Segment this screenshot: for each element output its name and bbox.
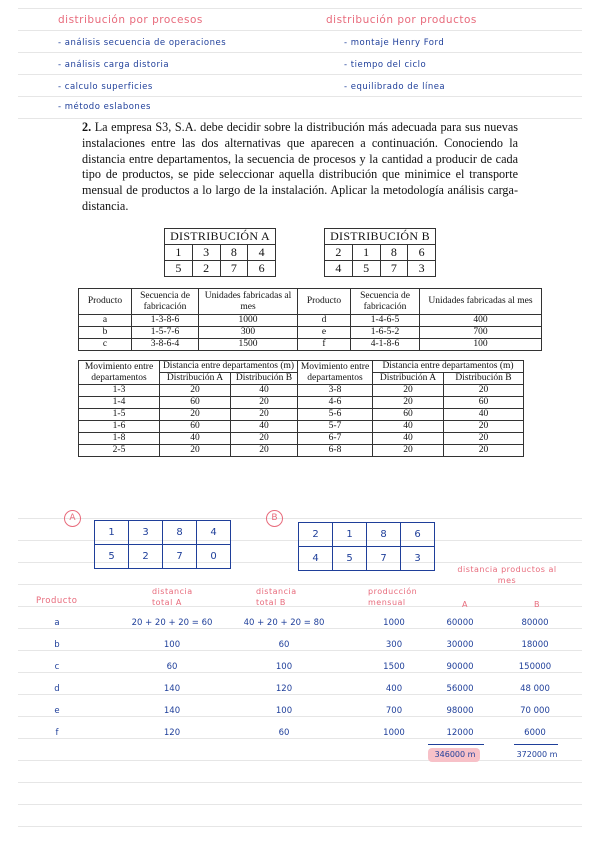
table-header: Unidades fabricadas al mes — [420, 289, 542, 315]
grid-cell: 7 — [367, 547, 401, 571]
solution-value: 40 + 20 + 20 = 80 — [243, 618, 325, 628]
table-cell: d — [298, 315, 351, 327]
table-row — [79, 397, 524, 409]
solution-value: 150000 — [518, 662, 552, 672]
solution-product: e — [54, 706, 60, 716]
table-cell: 40 — [231, 421, 298, 433]
grid-cell: 2 — [129, 545, 163, 569]
table-cell: 20 — [160, 445, 231, 457]
ruled-line — [18, 694, 582, 695]
solution-value: 60 — [278, 640, 290, 650]
table-header: Distribución B — [231, 373, 298, 385]
table-cell: 1-5-7-6 — [132, 327, 199, 339]
table-cell: 1-6 — [79, 421, 160, 433]
distribution-a-title: DISTRIBUCIÓN A — [165, 229, 276, 245]
ruled-line — [18, 782, 582, 783]
table-cell: 20 — [160, 409, 231, 421]
table-cell: 4-1-8-6 — [351, 339, 420, 351]
ruled-line — [18, 74, 582, 75]
table-cell: 1500 — [199, 339, 298, 351]
ruled-line — [18, 8, 582, 9]
ruled-line — [18, 650, 582, 651]
table-cell: 1-8 — [79, 433, 160, 445]
table-row — [79, 445, 524, 457]
table-row — [79, 327, 542, 339]
table-cell: 4-6 — [298, 397, 373, 409]
header-produccion: producción mensual — [368, 587, 418, 607]
table-header: Distribución A — [373, 373, 444, 385]
ruled-line — [18, 716, 582, 717]
solution-value: 48 000 — [520, 684, 550, 694]
table-cell: 40 — [160, 433, 231, 445]
dist-cell: 4 — [325, 261, 353, 277]
distribution-b-title: DISTRIBUCIÓN B — [325, 229, 436, 245]
header-col-a: A — [462, 600, 468, 609]
dist-cell: 4 — [248, 245, 276, 261]
header-dist-prod: distancia productos al mes — [457, 565, 557, 585]
table-cell: 40 — [373, 421, 444, 433]
table-cell: 3-8 — [298, 385, 373, 397]
dist-cell: 5 — [352, 261, 380, 277]
table-cell: 40 — [231, 385, 298, 397]
notes-left-item: - análisis carga distoria — [58, 60, 170, 70]
solution-product: f — [55, 728, 59, 738]
solution-product: b — [54, 640, 60, 650]
grid-cell: 0 — [197, 545, 231, 569]
solution-value: 60000 — [446, 618, 474, 628]
table-cell: b — [79, 327, 132, 339]
ruled-line — [18, 672, 582, 673]
ruled-line — [18, 826, 582, 827]
table-header: Distribución A — [160, 373, 231, 385]
ruled-line — [18, 52, 582, 53]
solution-value: 90000 — [446, 662, 474, 672]
solution-value: 140 — [163, 706, 181, 716]
ruled-line — [18, 30, 582, 31]
table-cell: a — [79, 315, 132, 327]
table-row — [79, 385, 524, 397]
notes-left-item: - análisis secuencia de operaciones — [58, 38, 227, 48]
solution-value: 120 — [275, 684, 293, 694]
notes-right-heading: distribución por productos — [326, 14, 477, 26]
table-cell: 60 — [444, 397, 524, 409]
dist-cell: 3 — [408, 261, 436, 277]
grid-cell: 5 — [95, 545, 129, 569]
solution-value: 400 — [385, 684, 403, 694]
solution-product: a — [54, 618, 60, 628]
total-a: 346000 m — [434, 750, 476, 759]
table-cell: 60 — [373, 409, 444, 421]
table-row — [79, 421, 524, 433]
solution-value: 18000 — [521, 640, 549, 650]
ruled-line — [18, 118, 582, 119]
solution-value: 1000 — [383, 618, 405, 628]
table-cell: 3-8-6-4 — [132, 339, 199, 351]
table-cell: 60 — [160, 421, 231, 433]
solution-value: 12000 — [446, 728, 474, 738]
grid-cell: 2 — [299, 523, 333, 547]
table-cell: 20 — [444, 421, 524, 433]
table-header: Secuencia de fabricación — [351, 289, 420, 315]
table-header: Producto — [298, 289, 351, 315]
ruled-line — [18, 628, 582, 629]
ruled-line — [18, 96, 582, 97]
products-table — [78, 288, 542, 351]
solution-product: d — [54, 684, 60, 694]
total-a-underline — [428, 744, 484, 745]
notes-left-item: - calculo superficies — [58, 82, 153, 92]
distance-table — [78, 360, 524, 457]
table-cell: 100 — [420, 339, 542, 351]
table-header: Distancia entre departamentos (m) — [160, 361, 298, 373]
table-cell: 400 — [420, 315, 542, 327]
total-b: 372000 m — [516, 750, 558, 759]
grid-cell: 5 — [333, 547, 367, 571]
solution-label-b: B — [266, 510, 283, 527]
table-cell: 300 — [199, 327, 298, 339]
solution-value: 30000 — [446, 640, 474, 650]
solution-grid-a — [94, 520, 231, 569]
table-cell: 1-4 — [79, 397, 160, 409]
solution-value: 100 — [275, 706, 293, 716]
problem-text: La empresa S3, S.A. debe decidir sobre la distribución más adecuada para sus nuevas instalaciones entre las dos alternativas que aparecen a continuación. Conociendo la distancia entre departamentos, la secuencia de procesos y la cantidad a producir de cada tipo de productos, se pide seleccionar aquella distribución que minimice el transporte mensual de productos a lo largo de la instalación. Aplicar la metodología análisis carga-distancia. — [82, 120, 519, 213]
table-cell: 20 — [444, 385, 524, 397]
distribution-a-table — [164, 228, 276, 277]
table-cell: 6-8 — [298, 445, 373, 457]
solution-value: 100 — [275, 662, 293, 672]
grid-cell: 3 — [129, 521, 163, 545]
notes-right-item: - equilibrado de línea — [344, 82, 446, 92]
solution-value: 80000 — [521, 618, 549, 628]
dist-cell: 5 — [165, 261, 193, 277]
solution-value: 70 000 — [520, 706, 550, 716]
table-cell: 20 — [231, 409, 298, 421]
table-cell: 5-6 — [298, 409, 373, 421]
table-cell: c — [79, 339, 132, 351]
table-cell: 20 — [231, 433, 298, 445]
table-cell: 1000 — [199, 315, 298, 327]
ruled-line — [18, 760, 582, 761]
header-dist-a: distancia total A — [152, 587, 193, 607]
solution-value: 6000 — [524, 728, 546, 738]
solution-value: 140 — [163, 684, 181, 694]
table-cell: 2-5 — [79, 445, 160, 457]
table-cell: 20 — [231, 397, 298, 409]
dist-cell: 7 — [380, 261, 408, 277]
solution-value: 700 — [385, 706, 403, 716]
table-cell: 20 — [444, 445, 524, 457]
table-row — [79, 409, 524, 421]
table-header: Secuencia de fabricación — [132, 289, 199, 315]
solution-value: 100 — [163, 640, 181, 650]
grid-cell: 3 — [401, 547, 435, 571]
grid-cell: 8 — [367, 523, 401, 547]
grid-cell: 1 — [333, 523, 367, 547]
solution-product: c — [54, 662, 60, 672]
grid-cell: 1 — [95, 521, 129, 545]
dist-cell: 8 — [220, 245, 248, 261]
solution-value: 1500 — [383, 662, 405, 672]
header-col-b: B — [534, 600, 540, 609]
dist-cell: 3 — [192, 245, 220, 261]
table-cell: 20 — [231, 445, 298, 457]
solution-value: 60 — [166, 662, 178, 672]
dist-cell: 6 — [408, 245, 436, 261]
table-cell: 1-5 — [79, 409, 160, 421]
table-cell: 20 — [373, 385, 444, 397]
solution-value: 20 + 20 + 20 = 60 — [131, 618, 213, 628]
table-header: Producto — [79, 289, 132, 315]
table-cell: 20 — [160, 385, 231, 397]
ruled-line — [18, 738, 582, 739]
dist-cell: 1 — [165, 245, 193, 261]
dist-cell: 2 — [192, 261, 220, 277]
distribution-b-table — [324, 228, 436, 277]
notes-right-item: - tiempo del ciclo — [344, 60, 427, 70]
notes-left-item: - método eslabones — [58, 102, 151, 112]
table-cell: 1-6-5-2 — [351, 327, 420, 339]
grid-cell: 4 — [197, 521, 231, 545]
table-cell: 5-7 — [298, 421, 373, 433]
table-cell: 700 — [420, 327, 542, 339]
header-producto: Producto — [36, 596, 78, 606]
dist-cell: 8 — [380, 245, 408, 261]
dist-cell: 2 — [325, 245, 353, 261]
table-cell: e — [298, 327, 351, 339]
table-cell: 6-7 — [298, 433, 373, 445]
table-header: Movimiento entre departamentos — [298, 361, 373, 385]
solution-value: 300 — [385, 640, 403, 650]
solution-grid-b — [298, 522, 435, 571]
grid-cell: 7 — [163, 545, 197, 569]
table-cell: 40 — [373, 433, 444, 445]
ruled-line — [18, 518, 582, 519]
table-cell: 20 — [444, 433, 524, 445]
solution-value: 56000 — [446, 684, 474, 694]
dist-cell: 6 — [248, 261, 276, 277]
table-cell: 1-4-6-5 — [351, 315, 420, 327]
grid-cell: 4 — [299, 547, 333, 571]
table-cell: 20 — [373, 445, 444, 457]
solution-label-a: A — [64, 510, 81, 527]
table-header: Unidades fabricadas al mes — [199, 289, 298, 315]
solution-value: 60 — [278, 728, 290, 738]
table-row — [79, 339, 542, 351]
notes-left-heading: distribución por procesos — [58, 14, 203, 26]
table-header: Distribución B — [444, 373, 524, 385]
table-cell: 20 — [373, 397, 444, 409]
header-dist-b: distancia total B — [256, 587, 297, 607]
problem-number: 2. — [82, 120, 92, 134]
table-cell: 60 — [160, 397, 231, 409]
table-cell: f — [298, 339, 351, 351]
dist-cell: 7 — [220, 261, 248, 277]
table-cell: 1-3 — [79, 385, 160, 397]
table-header: Distancia entre departamentos (m) — [373, 361, 524, 373]
solution-value: 1000 — [383, 728, 405, 738]
table-header: Movimiento entre departamentos — [79, 361, 160, 385]
solution-value: 98000 — [446, 706, 474, 716]
ruled-line — [18, 804, 582, 805]
notes-right-item: - montaje Henry Ford — [344, 38, 445, 48]
dist-cell: 1 — [352, 245, 380, 261]
table-cell: 1-3-8-6 — [132, 315, 199, 327]
total-b-underline — [514, 744, 558, 745]
solution-value: 120 — [163, 728, 181, 738]
table-row — [79, 433, 524, 445]
table-row — [79, 315, 542, 327]
grid-cell: 8 — [163, 521, 197, 545]
table-cell: 40 — [444, 409, 524, 421]
problem-statement — [82, 120, 518, 215]
grid-cell: 6 — [401, 523, 435, 547]
